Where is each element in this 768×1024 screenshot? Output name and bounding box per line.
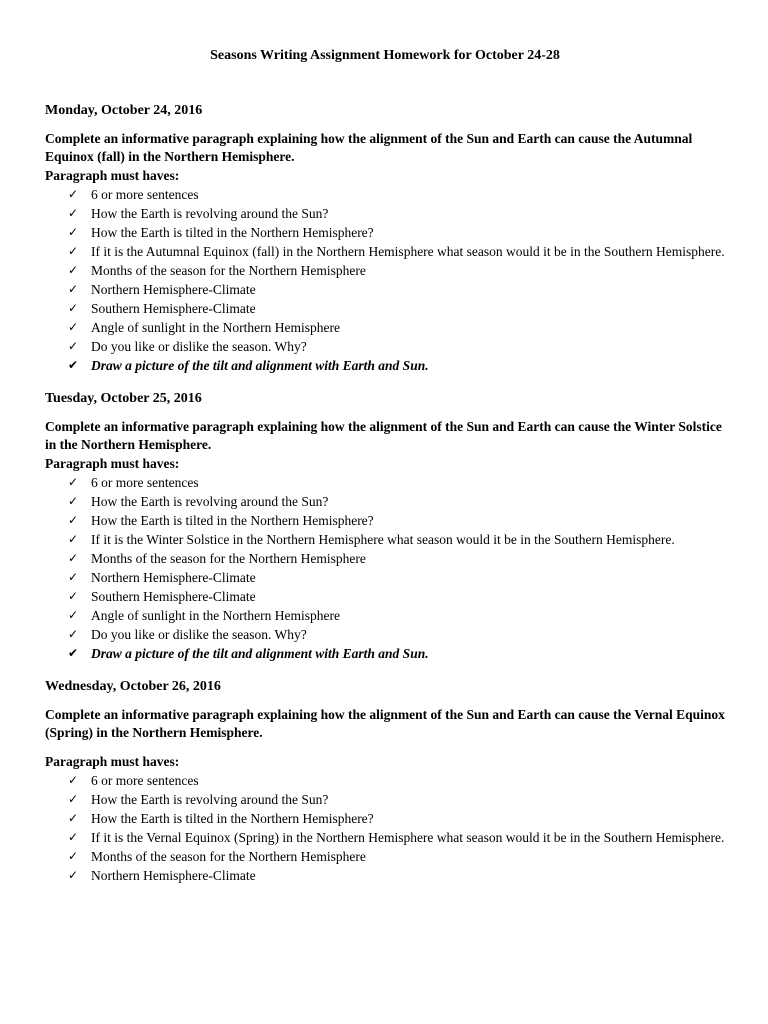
list-item-text: Months of the season for the Northern Hemisphere bbox=[91, 263, 366, 278]
must-haves-list bbox=[45, 771, 725, 885]
list-item bbox=[45, 530, 725, 549]
list-item-text: How the Earth is revolving around the Sun? bbox=[91, 206, 329, 221]
list-item-text: Do you like or dislike the season. Why? bbox=[91, 339, 307, 354]
list-item-text: Months of the season for the Northern Hemisphere bbox=[91, 551, 366, 566]
day-heading: Tuesday, October 25, 2016 bbox=[45, 391, 202, 406]
list-item-text: Northern Hemisphere-Climate bbox=[91, 282, 256, 297]
day-heading: Monday, October 24, 2016 bbox=[45, 103, 203, 118]
list-item bbox=[45, 318, 725, 337]
checkmark-icon: ✓ bbox=[68, 225, 79, 239]
list-item bbox=[45, 809, 725, 828]
list-item bbox=[45, 473, 725, 492]
checkmark-icon: ✓ bbox=[68, 320, 79, 334]
list-item bbox=[45, 771, 725, 790]
must-haves-list bbox=[45, 185, 725, 375]
checkmark-icon: ✔ bbox=[68, 358, 79, 372]
list-item bbox=[45, 790, 725, 809]
checkmark-icon: ✓ bbox=[68, 263, 79, 277]
list-item bbox=[45, 568, 725, 587]
list-item-text: How the Earth is tilted in the Northern Hemisphere? bbox=[91, 513, 374, 528]
day-section-tuesday bbox=[45, 389, 725, 663]
list-item-drawing bbox=[45, 644, 725, 663]
list-item bbox=[45, 828, 725, 847]
assignment-instruction: Complete an informative paragraph explaining how the alignment of the Sun and Earth can cause the Winter Solstice in the Northern Hemisphere. bbox=[45, 419, 722, 452]
must-haves-list bbox=[45, 473, 725, 663]
checkmark-icon: ✓ bbox=[68, 811, 79, 825]
list-item-text: If it is the Winter Solstice in the Northern Hemisphere what season would it be in the Southern Hemisphere. bbox=[91, 532, 675, 547]
list-item bbox=[45, 606, 725, 625]
day-heading: Wednesday, October 26, 2016 bbox=[45, 679, 221, 694]
list-item bbox=[45, 337, 725, 356]
list-item bbox=[45, 204, 725, 223]
list-item bbox=[45, 587, 725, 606]
checkmark-icon: ✓ bbox=[68, 206, 79, 220]
list-item-text: Angle of sunlight in the Northern Hemisphere bbox=[91, 320, 340, 335]
must-haves-label: Paragraph must haves: bbox=[45, 168, 180, 183]
checkmark-icon: ✓ bbox=[68, 187, 79, 201]
assignment-instruction: Complete an informative paragraph explaining how the alignment of the Sun and Earth can cause the Vernal Equinox (Spring) in the Northern Hemisphere. bbox=[45, 707, 725, 740]
list-item-text: Draw a picture of the tilt and alignment with Earth and Sun. bbox=[91, 646, 429, 661]
list-item bbox=[45, 847, 725, 866]
list-item-text: If it is the Vernal Equinox (Spring) in the Northern Hemisphere what season would it be in the Southern Hemisphere. bbox=[91, 830, 725, 845]
checkmark-icon: ✓ bbox=[68, 244, 79, 258]
list-item bbox=[45, 185, 725, 204]
list-item-text: Draw a picture of the tilt and alignment with Earth and Sun. bbox=[91, 358, 429, 373]
checkmark-icon: ✓ bbox=[68, 532, 79, 546]
list-item-text: How the Earth is tilted in the Northern Hemisphere? bbox=[91, 225, 374, 240]
list-item-text: How the Earth is tilted in the Northern Hemisphere? bbox=[91, 811, 374, 826]
list-item-text: Northern Hemisphere-Climate bbox=[91, 570, 256, 585]
list-item-text: 6 or more sentences bbox=[91, 773, 199, 788]
list-item-text: Northern Hemisphere-Climate bbox=[91, 868, 256, 883]
list-item bbox=[45, 625, 725, 644]
list-item-text: How the Earth is revolving around the Sun? bbox=[91, 494, 329, 509]
checkmark-icon: ✓ bbox=[68, 494, 79, 508]
assignment-instruction: Complete an informative paragraph explaining how the alignment of the Sun and Earth can cause the Autumnal Equinox (fall) in the Northern Hemisphere. bbox=[45, 131, 693, 164]
list-item-drawing bbox=[45, 356, 725, 375]
list-item bbox=[45, 866, 725, 885]
checkmark-icon: ✓ bbox=[68, 301, 79, 315]
checkmark-icon: ✓ bbox=[68, 513, 79, 527]
checkmark-icon: ✓ bbox=[68, 570, 79, 584]
checkmark-icon: ✓ bbox=[68, 868, 79, 882]
checkmark-icon: ✓ bbox=[68, 589, 79, 603]
list-item bbox=[45, 549, 725, 568]
must-haves-label: Paragraph must haves: bbox=[45, 754, 180, 769]
must-haves-label: Paragraph must haves: bbox=[45, 456, 180, 471]
checkmark-icon: ✔ bbox=[68, 646, 79, 660]
checkmark-icon: ✓ bbox=[68, 627, 79, 641]
checkmark-icon: ✓ bbox=[68, 339, 79, 353]
checkmark-icon: ✓ bbox=[68, 608, 79, 622]
list-item bbox=[45, 280, 725, 299]
list-item bbox=[45, 299, 725, 318]
checkmark-icon: ✓ bbox=[68, 849, 79, 863]
list-item-text: Months of the season for the Northern Hemisphere bbox=[91, 849, 366, 864]
list-item-text: 6 or more sentences bbox=[91, 187, 199, 202]
list-item-text: Southern Hemisphere-Climate bbox=[91, 301, 256, 316]
list-item bbox=[45, 492, 725, 511]
checkmark-icon: ✓ bbox=[68, 773, 79, 787]
checkmark-icon: ✓ bbox=[68, 792, 79, 806]
document-page bbox=[45, 46, 725, 899]
checkmark-icon: ✓ bbox=[68, 282, 79, 296]
checkmark-icon: ✓ bbox=[68, 475, 79, 489]
list-item bbox=[45, 242, 725, 261]
day-section-wednesday bbox=[45, 677, 725, 885]
list-item-text: How the Earth is revolving around the Sun? bbox=[91, 792, 329, 807]
checkmark-icon: ✓ bbox=[68, 551, 79, 565]
list-item-text: Southern Hemisphere-Climate bbox=[91, 589, 256, 604]
list-item-text: 6 or more sentences bbox=[91, 475, 199, 490]
list-item-text: Do you like or dislike the season. Why? bbox=[91, 627, 307, 642]
list-item bbox=[45, 261, 725, 280]
list-item-text: If it is the Autumnal Equinox (fall) in the Northern Hemisphere what season would it be in the Southern Hemisphere. bbox=[91, 244, 725, 259]
day-section-monday bbox=[45, 101, 725, 375]
checkmark-icon: ✓ bbox=[68, 830, 79, 844]
list-item bbox=[45, 223, 725, 242]
list-item bbox=[45, 511, 725, 530]
document-title: Seasons Writing Assignment Homework for October 24-28 bbox=[210, 48, 560, 63]
list-item-text: Angle of sunlight in the Northern Hemisphere bbox=[91, 608, 340, 623]
